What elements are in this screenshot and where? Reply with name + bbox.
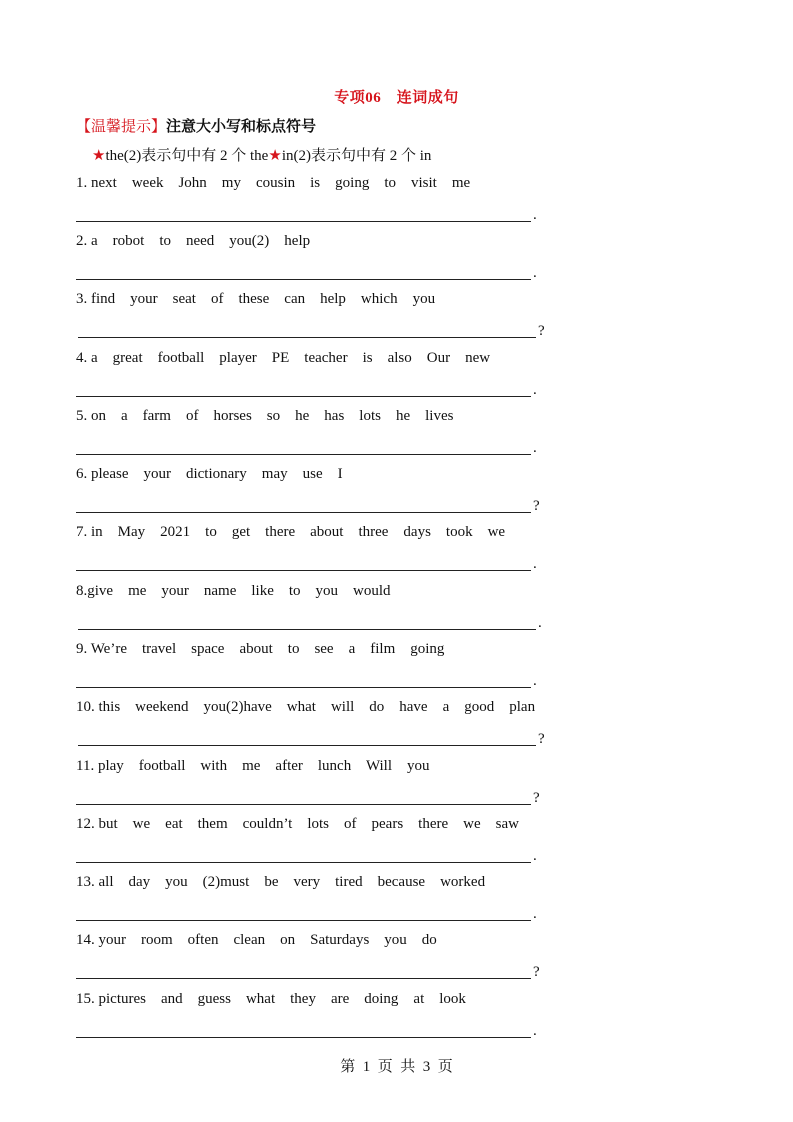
end-punctuation: ? — [538, 323, 545, 339]
end-punctuation: ? — [533, 790, 540, 806]
end-punctuation: ? — [538, 731, 545, 747]
question-item — [76, 174, 596, 232]
page-number: 第 1 页 共 3 页 — [340, 1059, 453, 1075]
question-item — [76, 757, 596, 815]
answer-blank[interactable] — [76, 436, 531, 455]
answer-blank[interactable] — [78, 611, 536, 630]
question-prompt: 11. play football with me after lunch Will you — [76, 758, 430, 774]
end-punctuation: . — [533, 1023, 537, 1039]
question-prompt: 2. a robot to need you(2) help — [76, 233, 311, 249]
question-prompt: 3. find your seat of these can help which you — [76, 291, 436, 307]
tip-line — [76, 115, 316, 136]
question-item — [76, 640, 596, 698]
question-prompt: 1. next week John my cousin is going to visit me — [76, 175, 471, 191]
answer-blank[interactable] — [76, 494, 531, 513]
question-prompt: 12. but we eat them couldn’t lots of pears there we saw — [76, 816, 519, 832]
question-item — [76, 582, 596, 640]
tip-label: 【温馨提示】 — [76, 119, 167, 135]
end-punctuation: . — [533, 382, 537, 398]
question-prompt: 14. your room often clean on Saturdays you do — [76, 932, 437, 948]
question-prompt: 4. a great football player PE teacher is also Our new — [76, 350, 491, 366]
star-note-part2: in(2)表示句中有 2 个 in — [281, 148, 432, 164]
answer-blank[interactable] — [76, 552, 531, 571]
end-punctuation: ? — [533, 964, 540, 980]
answer-blank[interactable] — [76, 786, 531, 805]
question-prompt: 5. on a farm of horses so he has lots he lives — [76, 408, 454, 424]
question-item — [76, 815, 596, 873]
question-item — [76, 698, 596, 756]
question-prompt: 10. this weekend you(2)have what will do have a good plan — [76, 699, 536, 715]
answer-blank[interactable] — [76, 669, 531, 688]
answer-blank[interactable] — [76, 960, 531, 979]
tip-text: 注意大小写和标点符号 — [166, 119, 317, 135]
question-item — [76, 290, 596, 348]
question-prompt: 8.give me your name like to you would — [76, 583, 391, 599]
end-punctuation: . — [538, 615, 542, 631]
question-item — [76, 465, 596, 523]
answer-blank[interactable] — [76, 378, 531, 397]
answer-blank[interactable] — [76, 261, 531, 280]
question-item — [76, 523, 596, 581]
page-title: 专项06 连词成句 — [334, 90, 459, 106]
question-item — [76, 931, 596, 989]
answer-blank[interactable] — [76, 1019, 531, 1038]
answer-blank[interactable] — [76, 203, 531, 222]
question-item — [76, 990, 596, 1048]
end-punctuation: . — [533, 673, 537, 689]
answer-blank[interactable] — [78, 319, 536, 338]
question-prompt: 15. pictures and guess what they are doing at look — [76, 991, 466, 1007]
end-punctuation: ? — [533, 498, 540, 514]
end-punctuation: . — [533, 265, 537, 281]
end-punctuation: . — [533, 848, 537, 864]
end-punctuation: . — [533, 440, 537, 456]
star-icon: ★ — [92, 148, 106, 164]
question-item — [76, 349, 596, 407]
question-prompt: 13. all day you (2)must be very tired because worked — [76, 874, 486, 890]
end-punctuation: . — [533, 556, 537, 572]
answer-blank[interactable] — [76, 844, 531, 863]
end-punctuation: . — [533, 207, 537, 223]
end-punctuation: . — [533, 906, 537, 922]
star-note-part1: the(2)表示句中有 2 个 the — [105, 148, 269, 164]
question-item — [76, 407, 596, 465]
question-item — [76, 232, 596, 290]
question-prompt: 6. please your dictionary may use I — [76, 466, 343, 482]
question-prompt: 9. We’re travel space about to see a film going — [76, 641, 445, 657]
star-icon: ★ — [268, 148, 282, 164]
question-item — [76, 873, 596, 931]
answer-blank[interactable] — [76, 902, 531, 921]
star-note — [92, 144, 431, 165]
answer-blank[interactable] — [78, 727, 536, 746]
question-prompt: 7. in May 2021 to get there about three days took we — [76, 524, 506, 540]
